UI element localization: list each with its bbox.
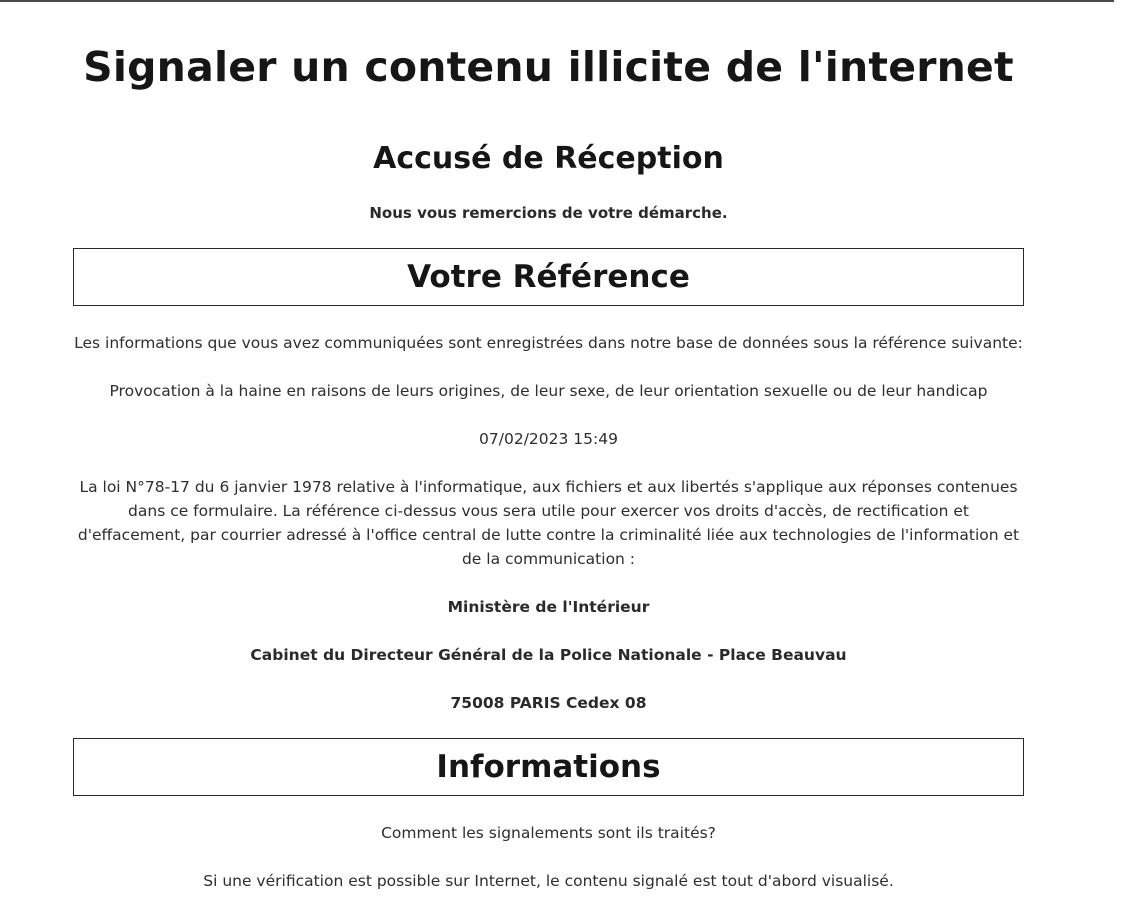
reference-category: Provocation à la haine en raisons de leurs origines, de leur sexe, de leur orientation sexuelle ou de leur handicap — [109, 382, 988, 400]
reference-section-header — [73, 248, 1024, 306]
info-section-header — [73, 738, 1024, 796]
top-border — [0, 0, 1114, 2]
address-line-2: Cabinet du Directeur Général de la Police Nationale - Place Beauvau — [250, 646, 847, 664]
reference-heading: Votre Référence — [407, 259, 690, 295]
reference-intro: Les informations que vous avez communiquées sont enregistrées dans notre base de données sous la référence suivante: — [74, 334, 1023, 352]
address-line-1: Ministère de l'Intérieur — [447, 598, 650, 616]
page-title: Signaler un contenu illicite de l'internet — [83, 43, 1014, 91]
info-answer: Si une vérification est possible sur Internet, le contenu signalé est tout d'abord visualisé. — [203, 872, 894, 890]
reference-datetime: 07/02/2023 15:49 — [479, 430, 618, 448]
law-notice: La loi N°78-17 du 6 janvier 1978 relative à l'informatique, aux fichiers et aux libertés s'applique aux réponses contenues dans ce formulaire. La référence ci-dessus vous sera utile pour exercer vos droits d'accès, de rectification et d'effacement, par courrier adressé à l'office central de lutte contre la criminalité liée aux technologies de l'information et de la communication : — [77, 478, 1020, 568]
info-question: Comment les signalements sont ils traités? — [381, 824, 716, 842]
address-line-3: 75008 PARIS Cedex 08 — [450, 694, 647, 712]
thanks-message: Nous vous remercions de votre démarche. — [369, 204, 728, 222]
info-heading: Informations — [436, 749, 661, 785]
receipt-subtitle: Accusé de Réception — [373, 141, 724, 176]
